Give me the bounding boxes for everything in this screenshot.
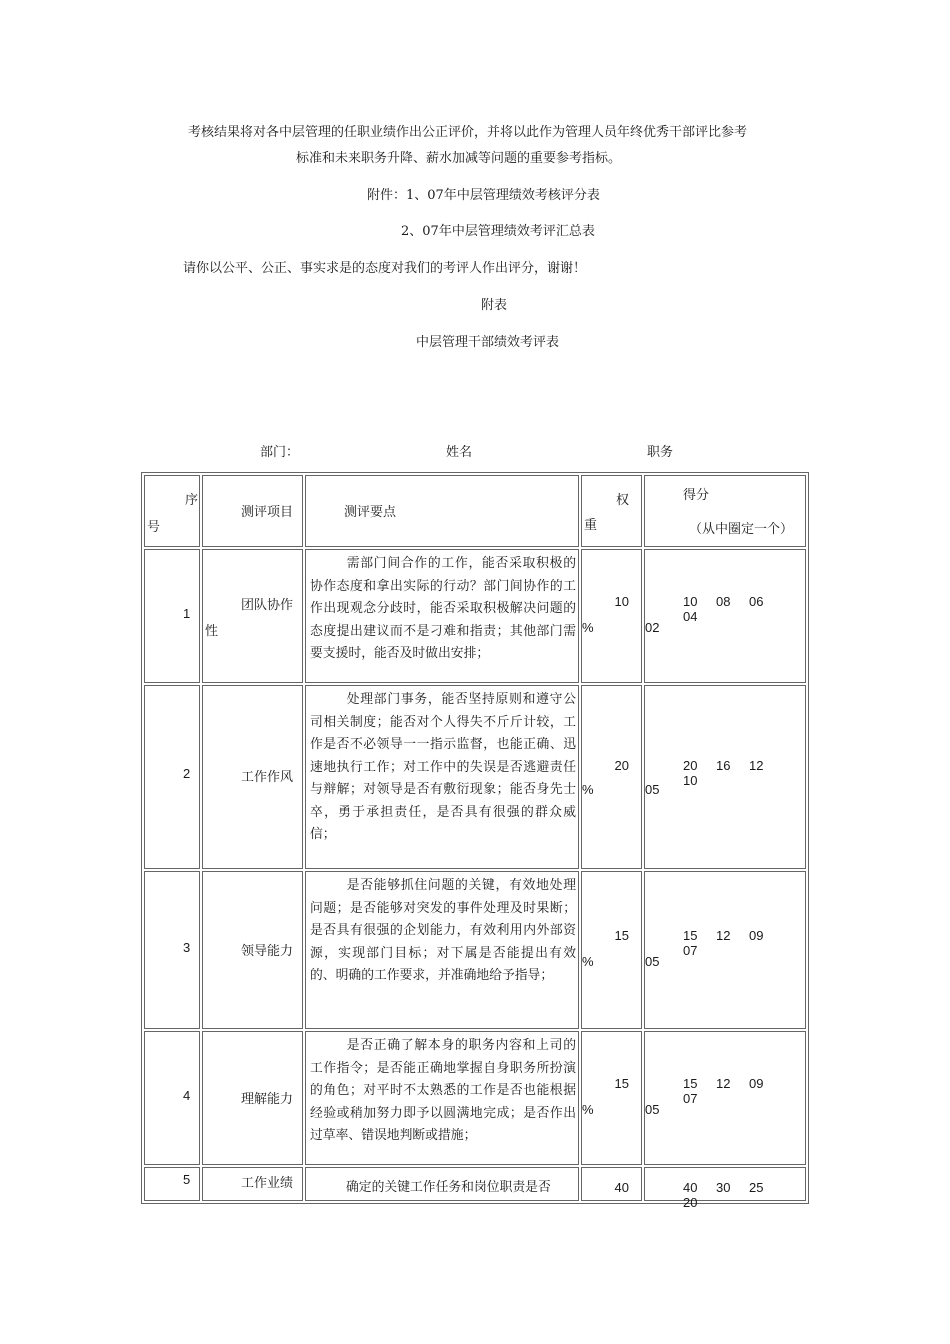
- cell-text: 10: [614, 594, 629, 609]
- cell-text: 处理部门事务，能否坚持原则和遵守公司相关制度；能否对个人得失不斤斤计较，工作是否不必领导一一指示监督，也能正确、迅速地执行工作；对工作中的失误是否逃避责任与辩解；对领导是否有敷衍现象；能否身先士卒，勇于承担责任，是否具有很强的群众威信；: [310, 692, 576, 842]
- row-seq: [144, 549, 200, 683]
- cell-text: 10: [683, 594, 698, 609]
- table-row: [144, 1167, 806, 1201]
- evaluation-table: [141, 472, 809, 1210]
- cell-text: 07: [683, 943, 698, 958]
- row-seq: [144, 871, 200, 1029]
- cell-text: 4: [183, 1088, 191, 1103]
- header-weight-b: 重: [584, 518, 598, 533]
- intro-line-1: 考核结果将对各中层管理的任职业绩作出公正评价，并将以此作为管理人员年终优秀干部评比参考: [188, 125, 748, 140]
- cell-text: 工作业绩: [241, 1176, 294, 1191]
- header-score-a: 得分: [683, 488, 710, 503]
- row-points: [305, 685, 579, 869]
- cell-text: 10: [683, 773, 698, 788]
- cell-text: 需部门间合作的工作，能否采取积极的协作态度和拿出实际的行动？部门间协作的工作出现观念分歧时，能否采取积极解决问题的态度提出建议而不是刁难和指责；其他部门需要支援时，能否及时做出安排；: [310, 556, 576, 661]
- cell-text: 40: [614, 1180, 629, 1195]
- cell-text: 3: [183, 940, 191, 955]
- cell-text: 20: [614, 758, 629, 773]
- intro-line-2: 标准和未来职务升降、薪水加减等问题的重要参考指标。: [296, 151, 622, 166]
- cell-text: 20: [683, 1195, 698, 1210]
- cell-text: 团队协作: [241, 598, 294, 613]
- request-text: 请你以公平、公正、事实求是的态度对我们的考评人作出评分，谢谢！: [183, 261, 587, 276]
- cell-text: 12: [716, 928, 731, 943]
- cell-text: 30: [716, 1180, 731, 1195]
- cell-text: 是否正确了解本身的职务内容和上司的工作指令；是否能正确地掌握自身职务所扮演的角色；对平时不太熟悉的工作是否也能根据经验或稍加努力即予以圆满地完成；是否作出过草率、错误地判断或措施；: [310, 1038, 576, 1143]
- cell-text: 是否能够抓住问题的关键，有效地处理问题；是否能够对突发的事件处理及时果断；是否具有很强的企划能力，有效利用内外部资源，实现部门目标；对下属是否能提出有效的、明确的工作要求，并准确地给予指导；: [310, 878, 576, 983]
- row-seq: [144, 685, 200, 869]
- header-score: [644, 475, 806, 547]
- cell-text: 40: [683, 1180, 698, 1195]
- row-score: [644, 685, 806, 869]
- appendix-label: 附表: [481, 298, 508, 313]
- row-seq: [144, 1167, 200, 1201]
- cell-text: 确定的关键工作任务和岗位职责是否: [346, 1180, 551, 1195]
- header-seq-a: 序: [185, 493, 199, 508]
- cell-text: 09: [749, 928, 764, 943]
- row-weight: [581, 685, 642, 869]
- cell-text: 15: [683, 1076, 698, 1091]
- cell-text: %: [582, 620, 594, 635]
- header-seq-b: 号: [147, 520, 161, 535]
- header-score-b: （从中圈定一个）: [689, 522, 794, 537]
- cell-text: 1: [183, 606, 191, 621]
- cell-text: 09: [749, 1076, 764, 1091]
- cell-text: 20: [683, 758, 698, 773]
- row-points: [305, 1167, 579, 1201]
- table-row: [144, 549, 806, 683]
- row-item: [202, 1031, 303, 1165]
- cell-text: %: [582, 782, 594, 797]
- row-points: [305, 549, 579, 683]
- header-weight-a: 权: [615, 493, 629, 508]
- row-weight: [581, 871, 642, 1029]
- cell-text: 05: [645, 1102, 660, 1117]
- table-header-row: [144, 475, 806, 547]
- row-item: [202, 685, 303, 869]
- row-score: [644, 1167, 806, 1210]
- cell-text: 05: [645, 782, 660, 797]
- row-seq: [144, 1031, 200, 1165]
- row-item: [202, 549, 303, 683]
- table-row: [144, 685, 806, 869]
- row-points: [305, 871, 579, 1029]
- cell-text: 07: [683, 1091, 698, 1106]
- table-row: [144, 1031, 806, 1165]
- table-row: [144, 871, 806, 1029]
- position-label: 职务: [647, 445, 674, 460]
- cell-text: 12: [749, 758, 764, 773]
- header-weight: [581, 475, 642, 547]
- row-item: [202, 1167, 303, 1201]
- row-points: [305, 1031, 579, 1165]
- department-label: 部门：: [260, 445, 300, 460]
- cell-text: %: [582, 1102, 594, 1117]
- header-item: [202, 475, 303, 547]
- header-item-label: 测评项目: [241, 505, 294, 520]
- cell-text: 12: [716, 1076, 731, 1091]
- row-score: [644, 549, 806, 683]
- cell-text: 05: [645, 954, 660, 969]
- cell-text: 工作作风: [241, 770, 294, 785]
- cell-text: 08: [716, 594, 731, 609]
- cell-text: 15: [614, 1076, 629, 1091]
- cell-text: 04: [683, 609, 698, 624]
- cell-text: 15: [683, 928, 698, 943]
- attachment-2: 2、07年中层管理绩效考评汇总表: [401, 224, 595, 239]
- header-points: [305, 475, 579, 547]
- name-label: 姓名: [446, 445, 473, 460]
- cell-text: %: [582, 954, 594, 969]
- cell-text: 性: [205, 624, 219, 639]
- cell-text: 06: [749, 594, 764, 609]
- cell-text: 16: [716, 758, 731, 773]
- header-points-label: 测评要点: [344, 505, 397, 520]
- row-score: [644, 871, 806, 1029]
- cell-text: 领导能力: [241, 944, 294, 959]
- row-score: [644, 1031, 806, 1165]
- cell-text: 25: [749, 1180, 764, 1195]
- row-item: [202, 871, 303, 1029]
- cell-text: 理解能力: [241, 1092, 294, 1107]
- cell-text: 15: [614, 928, 629, 943]
- row-weight: [581, 1167, 642, 1201]
- cell-text: 5: [183, 1172, 191, 1187]
- cell-text: 2: [183, 766, 191, 781]
- header-seq: [144, 475, 200, 547]
- row-weight: [581, 549, 642, 683]
- attachment-1: 附件：1、07年中层管理绩效考核评分表: [367, 188, 600, 203]
- cell-text: 02: [645, 620, 660, 635]
- table-title: 中层管理干部绩效考评表: [416, 335, 560, 350]
- row-weight: [581, 1031, 642, 1165]
